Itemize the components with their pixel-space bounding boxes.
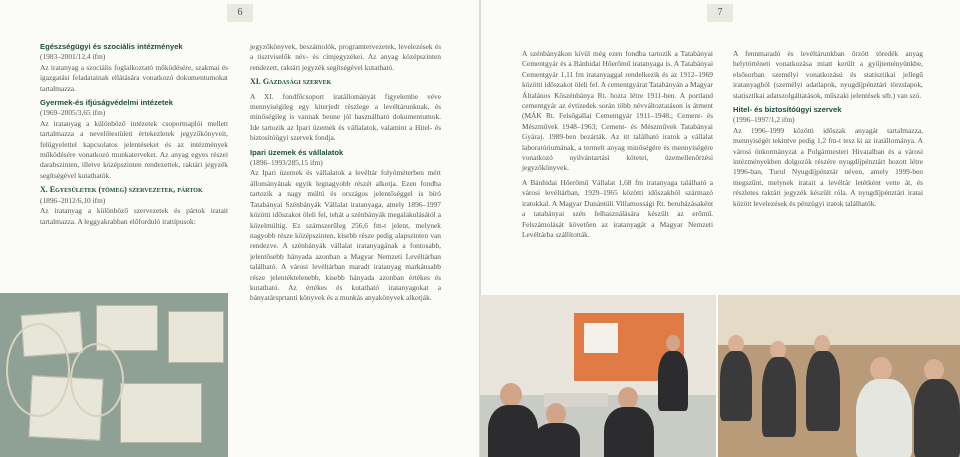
paragraph: A XI. fondfőcsoport iratállományát figyelembe véve mennyiségileg egy kiterjedt részlege a levéltárunknak, és minőségileg is vannak benne jól használható dokumentumok. Ide tartozik az Ipari üzemek és vállalatok, valamint a Hitel- és biztosítóügyi szervek fondja.	[250, 91, 441, 143]
paragraph: Az iratanyag a különböző intézetek csoportnaplói mellett tartalmazza a nevelőtestületi értekezletek jegyzőkönyveit, felügyelettel kapcsolatos jelentéseket és az intézmények működésére vonatkozó munkaterveket. Az anyag egyes részei darabszinten, illetve középszinten rendezettek, raktári jegyzék segítségével kutathatók.	[40, 118, 228, 180]
paragraph: jegyzőkönyvek, beszámolók, programtervezetek, levelezések és a tisztviselők név- és címjegyzékei. Az anyag középszinten rendezett, raktári jegyzék segítségével kutatható.	[250, 42, 441, 72]
archive-documents-photo	[0, 293, 228, 457]
chapter-heading: XI. Gazdasági szervek	[250, 77, 332, 87]
section-title: Egészségügyi és szociális intézmények	[40, 42, 183, 51]
text-column-2	[250, 42, 441, 308]
chapter-heading: X. Egyesületek (tömeg) szervezetek, pártok	[40, 185, 203, 195]
paragraph: Az iratanyag a különböző szervezetek és pártok iratait tartalmazza. A leggyakrabban előforduló irattípusok:	[40, 206, 228, 226]
paragraph: A Bánhidai Hőerőmű Vállalat 1,68 fm iratanyaga található a városi levéltárban, 1929–1965 közötti időszakból származó iratokkal. A Magyar Dunántúli Villamossági Rt. beruházásaként a tatabányai szén felhasználására készült az erőmű. Felszámolását követően az iratanyagát a Magyar Nemzeti Levéltárba szállították.	[522, 177, 713, 239]
text-column-4	[733, 49, 923, 213]
text-column-1	[40, 42, 228, 231]
section-title: Hitel- és biztosítóügyi szervek	[733, 105, 842, 115]
section-range: (1896–1993/285,15 ifm)	[250, 158, 323, 168]
paragraph: Az iratanyag a szociális foglalkoztató működésére, szakmai és igazgatási feladatainak ellátására vonatkozó dokumentumokat tartalmazza.	[40, 62, 228, 93]
page-number-right: 7	[707, 4, 733, 22]
text-column-3	[522, 49, 713, 244]
lecture-photo	[480, 295, 716, 457]
paragraph: Az 1996–1999 közötti időszak anyagát tartalmazza, mennyiségét tekintve pedig 1,2 fm-t tesz ki az iratállománya. A városi önkormányzat a Polgármesteri Hivatalban és a városi intézményekben dolgozók részére nyugdíjpénztárt hozott létre 1996-ban, Turul Nyugdíjpénztár néven, amely 1999-ben megszűnt, melynek iratait a levéltár letétként vette át, és részletes raktári jegyzék készült róla. A nyugdíjpénztári iratai között levelezések és pénzügyi iratok találhatók.	[733, 125, 923, 208]
section-range: (1996–1997/1,2 ifm)	[733, 115, 795, 125]
left-page	[0, 0, 479, 457]
page-number-left: 6	[227, 4, 253, 22]
paragraph: A fennmaradó és levéltárunkban őrzött töredék anyag helytörténeti vonatkozása miatt került a gyűjteményünkbe, elsősorban személyi vonatkozású és statisztikai jellegű iratanyagból (személyi adatlapok, nyugdíjpénztári törzslapok, statisztikai adatszolgáltatások, műszaki jelentések stb.) van szó.	[733, 49, 923, 100]
audience-photo	[718, 295, 960, 457]
section-title: Ipari üzemek és vállalatok	[250, 147, 344, 157]
paragraph: Az Ipari üzemek és vállalatok a levéltár folyóméterben mért állományának egyik legnagyobb részét alkotja. Ezen fondba tartozik a nagy múltú és országos jelentőséggel is bíró Tatabányai Szénbányák Vállalat iratanyaga, amely 1896–1997 közötti időszakot öleli fel, tehát a szénbányák megalakulásától a közelmúltig. Ez számszerűleg 256,6 fm-t jelent, melynek nagyobb része középszinten, kisebb része pedig alapszinten van rendezve. A szénbányák vállalat iratanyagának a fontosabb, jelentősebb hányada azonban a Magyar Nemzeti Levéltárban található. A városi levéltárban maradt iratanyag markánsabb része jelentéktelenebb, kisebb hányada azonban értékes és kutatható. Az értékes és kutatható iratanyagokat a bányatársprtanti könyvek és a munkás anyakönyvek alkotják.	[250, 168, 441, 303]
section-range: (1969–2005/3,65 ifm)	[40, 108, 106, 118]
section-title: Gyermek-és ifjúságvédelmi intézetek	[40, 98, 173, 108]
paragraph: A szénbányákon kívül még ezen fondba tartozik a Tatabányai Cementgyár és a Bánhidai Hőerőmű iratanyaga is. A Tatabányai Cementgyár 1,11 fm iratanyaggal rendelkezik és az 1912–1969 közötti időszakot öleli fel. A cementgyárat Tatabányán a Magyar Általános Kőszénbánya Rt. hozta létre 1911-ben. A portland cementgyár az évtizedek során több névváltoztatáson is átment (MÁK Rt. Felsőgallai Cementgyár 1911–1948.; Cement- és Mészművek 1948–1963; Cement- és Mészművek Tatabányai Gyára). 1989-ben bezárták. Az itt található iratok a vállalat laboratóriumának, a termelt anyag minőségére és mennyiségére vonatkozó nyilvántartási kötetei, üzemellenőrzési jegyzőkönyvek.	[522, 49, 713, 173]
section-range: (1896–2012/6,10 ifm)	[40, 195, 106, 205]
section-range: (1983–2001/12,4 ifm)	[40, 52, 106, 62]
